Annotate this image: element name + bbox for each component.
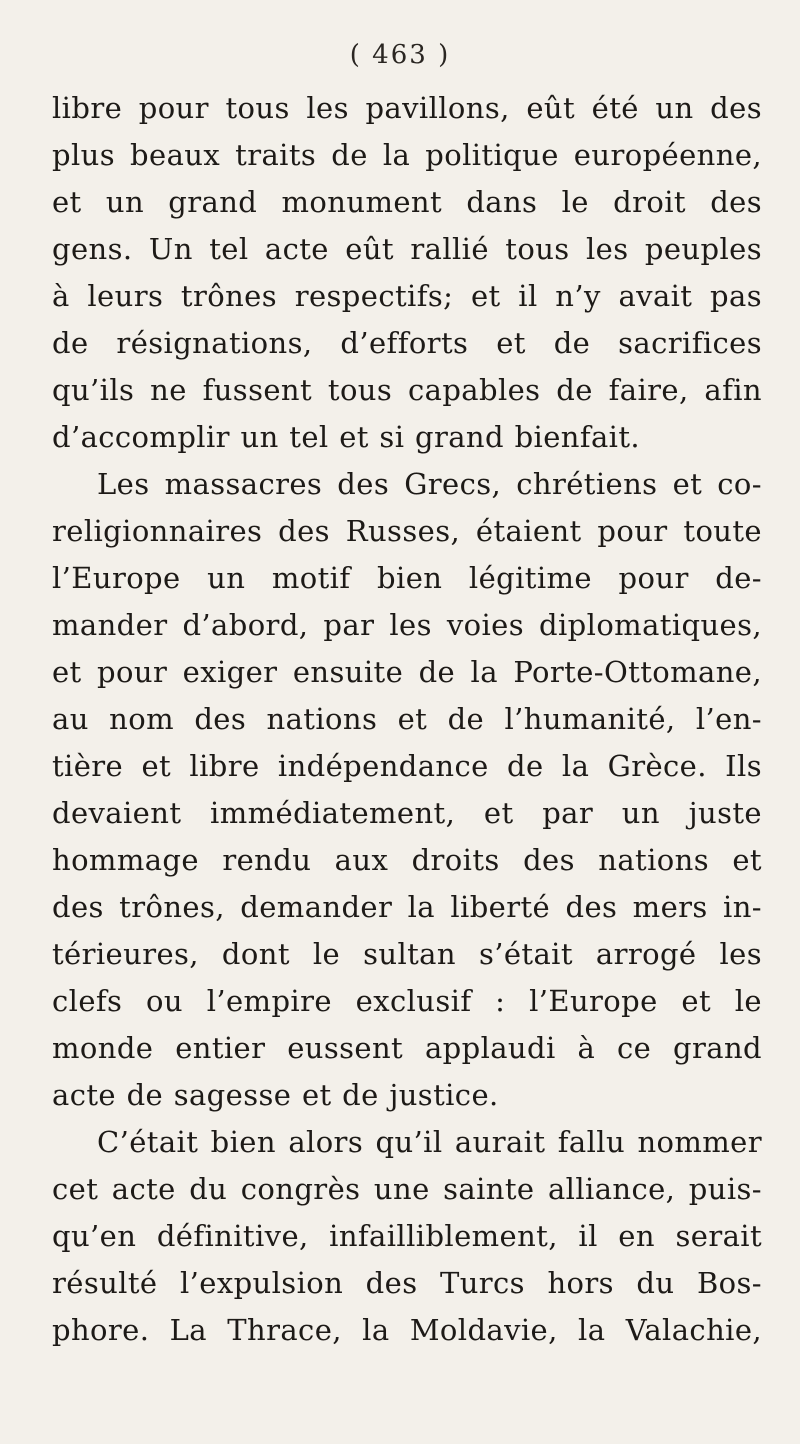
text-line: religionnaires des Russes, étaient pour toute <box>52 514 762 548</box>
text-line: l’Europe un motif bien légitime pour de- <box>52 561 762 595</box>
text-line: mander d’abord, par les voies diplomatiques, <box>52 608 762 642</box>
body-text <box>52 85 762 1354</box>
text-line: plus beaux traits de la politique européenne, <box>52 138 762 172</box>
text-line: libre pour tous les pavillons, eût été un des <box>52 91 762 125</box>
text-line: des trônes, demander la liberté des mers in- <box>52 890 762 924</box>
text-line: clefs ou l’empire exclusif : l’Europe et le <box>52 984 762 1018</box>
text-line: monde entier eussent applaudi à ce grand <box>52 1031 762 1065</box>
text-line: cet acte du congrès une sainte alliance, puis- <box>52 1172 762 1206</box>
text-line: et un grand monument dans le droit des <box>52 185 762 219</box>
text-line: hommage rendu aux droits des nations et <box>52 843 762 877</box>
text-line: à leurs trônes respectifs; et il n’y avait pas <box>52 279 762 313</box>
text-line: résulté l’expulsion des Turcs hors du Bos- <box>52 1266 762 1300</box>
text-line: phore. La Thrace, la Moldavie, la Valachie, <box>52 1313 762 1347</box>
text-line: au nom des nations et de l’humanité, l’en- <box>52 702 762 736</box>
page-number: ( 463 ) <box>349 40 451 70</box>
text-line: de résignations, d’efforts et de sacrifices <box>52 326 762 360</box>
text-line: tière et libre indépendance de la Grèce. Ils <box>52 749 762 783</box>
text-line: acte de sagesse et de justice. <box>52 1078 499 1112</box>
text-line: C’était bien alors qu’il aurait fallu nommer <box>97 1125 762 1159</box>
text-line: gens. Un tel acte eût rallié tous les peuples <box>52 232 762 266</box>
text-line: devaient immédiatement, et par un juste <box>52 796 762 830</box>
text-line: qu’en définitive, infailliblement, il en serait <box>52 1219 762 1253</box>
text-line: térieures, dont le sultan s’était arrogé les <box>52 937 762 971</box>
text-line: et pour exiger ensuite de la Porte-Ottomane, <box>52 655 762 689</box>
text-line: qu’ils ne fussent tous capables de faire, afin <box>52 373 762 407</box>
text-line: Les massacres des Grecs, chrétiens et co- <box>97 467 762 501</box>
text-line: d’accomplir un tel et si grand bienfait. <box>52 420 641 454</box>
